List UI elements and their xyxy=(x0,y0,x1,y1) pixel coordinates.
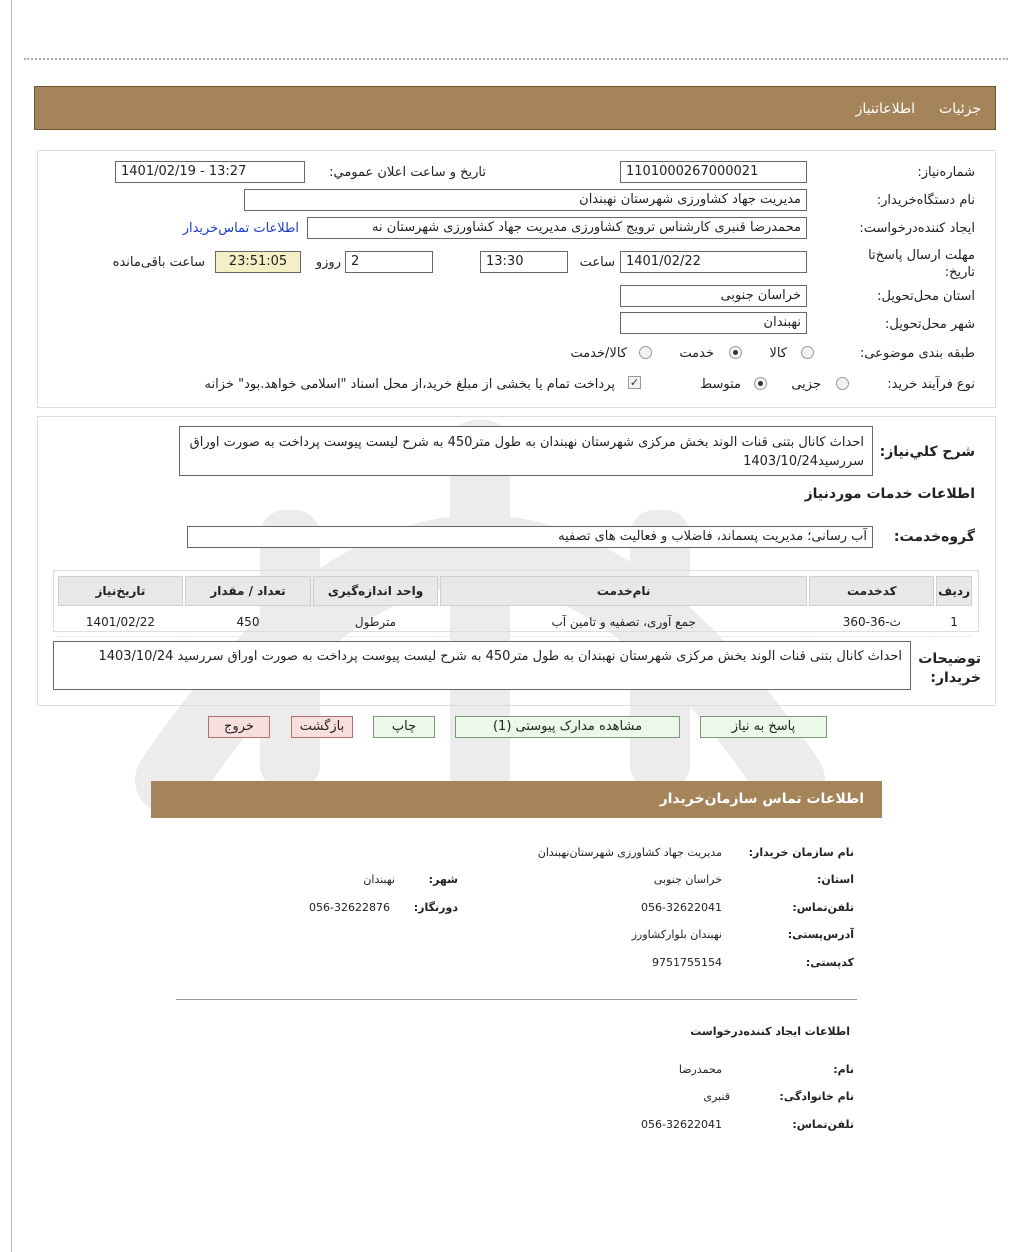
postal-value: 9751755154 xyxy=(652,956,722,969)
print-button[interactable]: چاپ xyxy=(373,716,435,738)
province-label: استان محل‌تحویل: xyxy=(877,289,975,304)
process-medium-radio[interactable] xyxy=(754,377,767,390)
category-service-radio[interactable] xyxy=(729,346,742,359)
category-service-label: خدمت xyxy=(679,346,714,361)
buyer-field: مدیریت جهاد کشاورزی شهرستان نهبندان xyxy=(244,189,807,211)
city-label: شهر محل‌تحویل: xyxy=(885,317,975,332)
summary-label: شرح کلي‌نیاز: xyxy=(879,444,975,460)
family-label: نام خانوادگی: xyxy=(779,1090,854,1103)
col-quantity: تعداد / مقدار xyxy=(185,576,311,606)
services-table xyxy=(56,574,974,639)
postal-label: کدپستی: xyxy=(805,956,854,969)
deadline-date-field: 1401/02/22 xyxy=(620,251,807,273)
address-value: نهبندان بلوارکشاورز xyxy=(631,928,722,941)
creator-label: ایجاد کننده‌درخواست: xyxy=(859,221,975,236)
org-label: نام سازمان خریدار: xyxy=(748,846,854,859)
buyer-label: نام دستگاه‌خریدار: xyxy=(876,193,975,208)
contact-city-value: نهبندان xyxy=(363,873,395,886)
creator-phone-value: 056-32622041 xyxy=(641,1118,722,1131)
services-title: اطلاعات خدمات موردنیاز xyxy=(804,486,975,502)
need-number-field: 1101000267000021 xyxy=(620,161,807,183)
cell-service-code: ث-36-360 xyxy=(809,608,934,637)
deadline-time-label: ساعت xyxy=(579,255,615,270)
fax-label: دورنگار: xyxy=(413,901,458,914)
deadline-time-field: 13:30 xyxy=(480,251,568,273)
creator-field: محمدرضا قنبری کارشناس ترویج کشاورزی مدیریت جهاد کشاورزی شهرستان نه xyxy=(307,217,807,239)
group-label: گروه‌خدمت: xyxy=(893,529,975,545)
city-field: نهبندان xyxy=(620,312,807,334)
back-button[interactable]: بازگشت xyxy=(291,716,353,738)
payment-checkbox[interactable]: ✓ xyxy=(629,376,640,389)
left-border-line xyxy=(11,0,12,1252)
name-value: محمدرضا xyxy=(678,1063,722,1076)
cell-unit: مترطول xyxy=(313,608,438,637)
process-minor-label: جزیی xyxy=(791,377,821,392)
org-value: مدیریت جهاد کشاورزی شهرستان‌نهبندان xyxy=(537,846,722,859)
col-unit: واحد اندازه‌گیری xyxy=(313,576,438,606)
category-both-radio[interactable] xyxy=(639,346,652,359)
remaining-time-field: 23:51:05 xyxy=(215,251,301,273)
contact-province-label: استان: xyxy=(817,873,854,886)
notes-text: احداث کانال بتنی قنات الوند بخش مرکزی شهرستان نهبندان به طول متر450 به شرح لیست پیوست پرداخت به صورت اوراق سررسید 1403/10/24 xyxy=(53,641,911,690)
category-goods-label: کالا xyxy=(769,346,787,361)
announce-label: تاریخ و ساعت اعلان عمومي: xyxy=(329,165,486,180)
deadline-label: مهلت ارسال پاسخ‌تا تاریخ: xyxy=(868,248,975,280)
contact-title: اطلاعات تماس سازمان‌خریدار xyxy=(659,791,864,807)
days-field: 2 xyxy=(345,251,433,273)
process-label: نوع فرآیند خرید: xyxy=(887,377,975,392)
attachments-button[interactable]: مشاهده مدارک پیوستی (1) xyxy=(455,716,680,738)
process-minor-radio[interactable] xyxy=(836,377,849,390)
phone-value: 056-32622041 xyxy=(641,901,722,914)
dotted-divider xyxy=(24,58,1008,60)
fax-value: 056-32622876 xyxy=(309,901,390,914)
exit-button[interactable]: خروج xyxy=(208,716,270,738)
family-value: قنبری xyxy=(703,1090,730,1103)
process-medium-label: متوسط xyxy=(700,377,741,392)
need-number-label: شماره‌نیاز: xyxy=(917,165,975,180)
payment-note: پرداخت تمام یا بخشی از مبلغ خرید،از محل اسناد "اسلامی خواهد.بود" خزانه xyxy=(204,377,615,392)
header-bar xyxy=(34,86,996,130)
cell-need-date: 1401/02/22 xyxy=(58,608,183,637)
cell-row: 1 xyxy=(936,608,972,637)
col-row: ردیف xyxy=(936,576,972,606)
contact-city-label: شهر: xyxy=(428,873,458,886)
summary-text: احداث کانال بتنی قنات الوند بخش مرکزی شهرستان نهبندان به طول متر450 به شرح لیست پیوست پرداخت به صورت اوراق سررسید1403/10/24 xyxy=(179,426,873,476)
category-both-label: کالا/خدمت xyxy=(570,346,627,361)
creator-phone-label: تلفن‌تماس: xyxy=(792,1118,854,1131)
col-need-date: تاریخ‌نیاز xyxy=(58,576,183,606)
province-field: خراسان جنوبی xyxy=(620,285,807,307)
table-row xyxy=(58,608,972,637)
category-goods-radio[interactable] xyxy=(801,346,814,359)
phone-label: تلفن‌تماس: xyxy=(792,901,854,914)
col-service-name: نام‌خدمت xyxy=(440,576,808,606)
tab-details[interactable]: جزئیات xyxy=(939,101,981,117)
announce-field: 1401/02/19 - 13:27 xyxy=(115,161,305,183)
name-label: نام: xyxy=(833,1063,854,1076)
tab-need-info[interactable]: اطلاعاتنیاز xyxy=(855,101,915,117)
buyer-contact-link[interactable]: اطلاعات تماس‌خریدار xyxy=(182,221,299,236)
address-label: آدرس‌پستی: xyxy=(787,928,854,941)
contact-header xyxy=(151,781,882,818)
days-label: روزو xyxy=(315,255,341,270)
col-service-code: کدخدمت xyxy=(809,576,934,606)
reply-button[interactable]: پاسخ به نیاز xyxy=(700,716,827,738)
cell-service-name: جمع آوری، تصفیه و تامین آب xyxy=(440,608,808,637)
notes-label: توضیحات خریدار: xyxy=(918,651,981,686)
remaining-label: ساعت باقی‌مانده xyxy=(112,255,205,270)
section-divider xyxy=(176,999,857,1000)
cell-quantity: 450 xyxy=(185,608,311,637)
creator-info-title: اطلاعات ایجاد کننده‌درخواست xyxy=(690,1025,850,1038)
group-field: آب رسانی؛ مدیریت پسماند، فاضلاب و فعالیت های تصفیه xyxy=(187,526,873,548)
contact-province-value: خراسان جنوبی xyxy=(653,873,722,886)
category-label: طبقه بندی موضوعی: xyxy=(859,346,975,361)
